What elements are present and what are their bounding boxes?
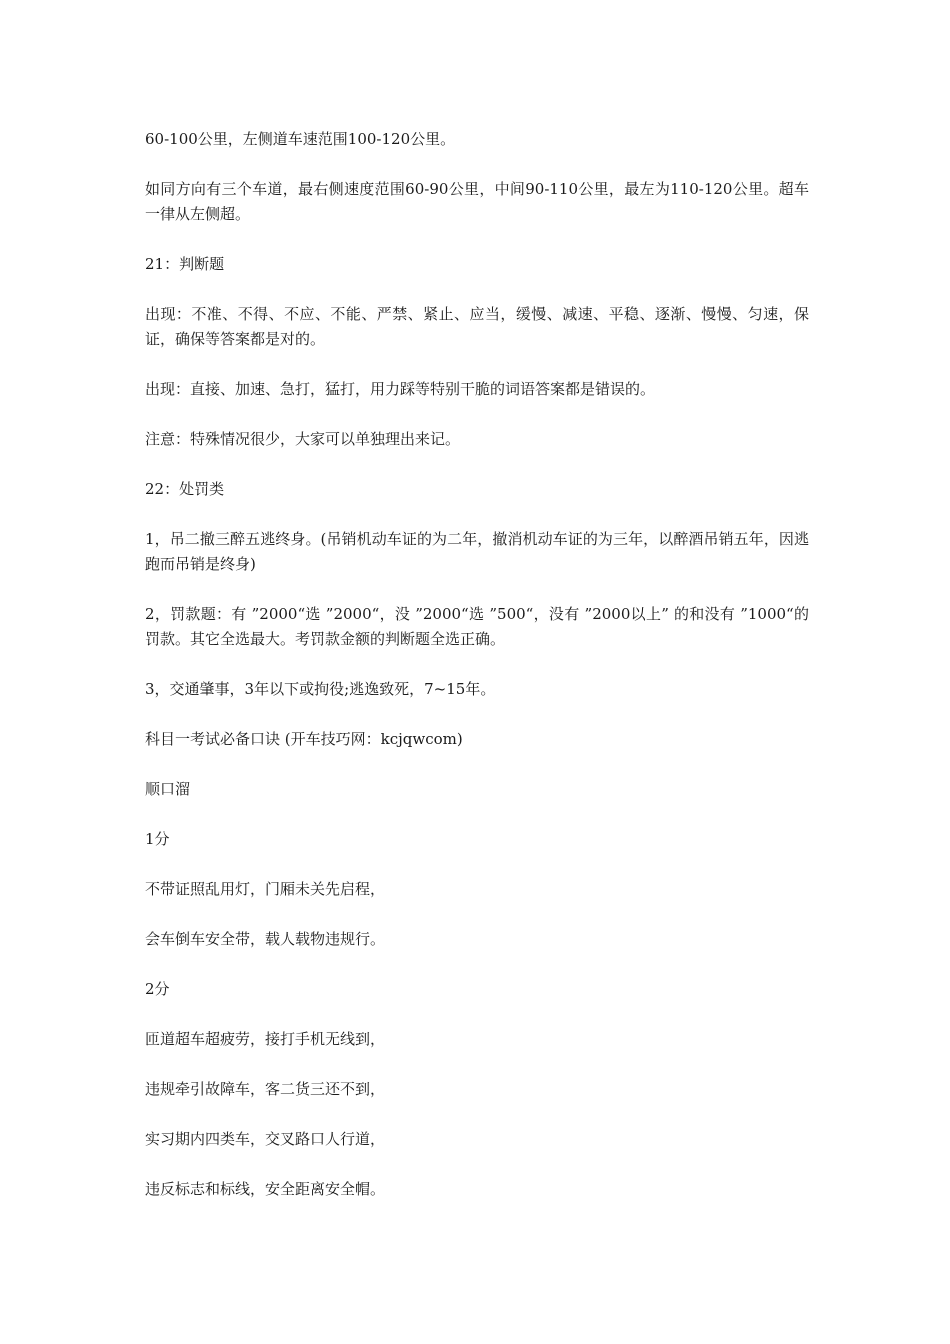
- paragraph-penalty-2: 2，罚款题：有 ”2000“选 ”2000“，没 ”2000“选 ”500“，没有 ”2000以上” 的和没有 ”1000“的罚款。其它全选最大。考罚款金额的判断题全选正确。: [145, 605, 809, 648]
- rhyme-line-2: 会车倒车安全带，载人载物违规行。: [145, 930, 386, 948]
- heading-22-penalties: 22：处罚类: [145, 480, 225, 498]
- rhyme-line-1: 不带证照乱用灯，门厢未关先启程，: [145, 880, 386, 898]
- paragraph-penalty-1: 1，吊二撤三醉五逃终身。(吊销机动车证的为二年，撤消机动车证的为三年，以醉酒吊销五年，因逃跑而吊销是终身): [145, 530, 809, 573]
- heading-21-true-false: 21：判断题: [145, 255, 225, 273]
- heading-rhymes: 顺口溜: [145, 780, 191, 798]
- heading-1-point: 1分: [145, 830, 170, 848]
- document-body: [145, 127, 809, 1227]
- rhyme-line-6: 违反标志和标线，安全距离安全帽。: [145, 1180, 386, 1198]
- heading-2-points: 2分: [145, 980, 170, 998]
- paragraph-penalty-3: 3，交通肇事，3年以下或拘役;逃逸致死，7~15年。: [145, 680, 496, 698]
- paragraph-three-lanes: 如同方向有三个车道，最右侧速度范围60-90公里，中间90-110公里，最左为110-120公里。超车一律从左侧超。: [145, 180, 809, 223]
- rhyme-line-4: 违规牵引故障车，客二货三还不到，: [145, 1080, 386, 1098]
- paragraph-note: 注意：特殊情况很少，大家可以单独理出来记。: [145, 430, 461, 448]
- paragraph-speed-left-lane: 60-100公里，左侧道车速范围100-120公里。: [145, 130, 456, 148]
- rhyme-line-3: 匝道超车超疲劳，接打手机无线到，: [145, 1030, 386, 1048]
- paragraph-mnemonic-title: 科目一考试必备口诀 (开车技巧网：kcjqwcom): [145, 730, 463, 748]
- paragraph-correct-keywords: 出现：不准、不得、不应、不能、严禁、紧止、应当，缓慢、减速、平稳、逐渐、慢慢、匀速，保证，确保等答案都是对的。: [145, 305, 809, 348]
- rhyme-line-5: 实习期内四类车，交叉路口人行道，: [145, 1130, 386, 1148]
- paragraph-wrong-keywords: 出现：直接、加速、急打，猛打，用力踩等特别干脆的词语答案都是错误的。: [145, 380, 656, 398]
